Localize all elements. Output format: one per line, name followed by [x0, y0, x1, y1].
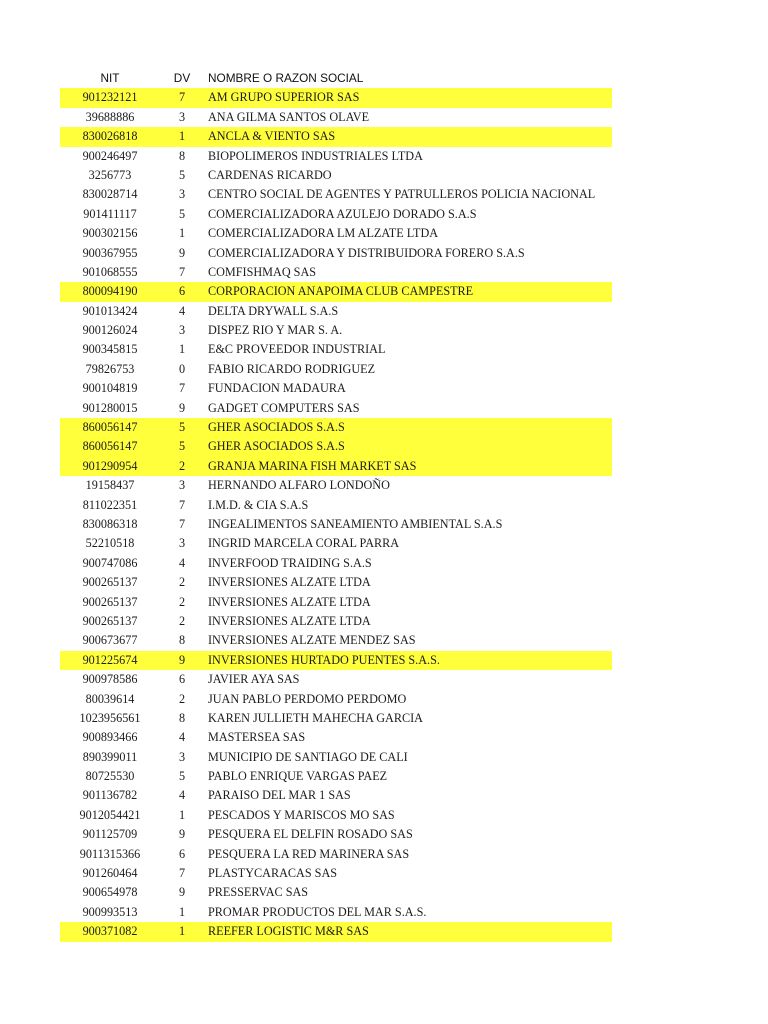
name-cell: JUAN PABLO PERDOMO PERDOMO	[208, 691, 407, 706]
dv-cell: 6	[178, 846, 186, 861]
name-cell: DISPEZ RIO Y MAR S. A.	[208, 323, 343, 338]
nit-cell: 900371082	[82, 924, 138, 939]
name-cell: PABLO ENRIQUE VARGAS PAEZ	[208, 769, 388, 784]
nit-cell: 901280015	[82, 400, 138, 415]
nit-cell: 900367955	[82, 245, 138, 260]
nit-cell: 900747086	[82, 555, 138, 570]
nit-cell: 900978586	[82, 672, 138, 687]
nit-cell: 900265137	[82, 594, 138, 609]
dv-cell: 4	[178, 303, 186, 318]
table-row	[60, 263, 612, 282]
dv-cell: 9	[178, 827, 186, 842]
dv-cell: 8	[178, 633, 186, 648]
nit-cell: 901125709	[82, 827, 138, 842]
table-row	[60, 147, 612, 166]
nit-cell: 800094190	[82, 284, 138, 299]
name-cell: MUNICIPIO DE SANTIAGO DE CALI	[208, 749, 408, 764]
dv-cell: 4	[178, 788, 186, 803]
table-row	[60, 554, 612, 573]
table-row	[60, 690, 612, 709]
dv-cell: 7	[178, 264, 186, 279]
name-cell: MASTERSEA SAS	[208, 730, 306, 745]
dv-cell: 1	[178, 807, 186, 822]
table-row	[60, 496, 612, 515]
nit-cell: 901260464	[82, 866, 138, 881]
nit-cell: 900345815	[82, 342, 138, 357]
name-cell: GHER ASOCIADOS S.A.S	[208, 420, 345, 435]
dv-cell: 7	[178, 90, 186, 105]
table-row	[60, 340, 612, 359]
nit-cell: 860056147	[82, 420, 138, 435]
dv-cell: 9	[178, 885, 186, 900]
table-row	[60, 728, 612, 747]
table-row	[60, 360, 612, 379]
nit-cell: 900104819	[82, 381, 138, 396]
name-cell: INVERSIONES ALZATE LTDA	[208, 594, 371, 609]
name-cell: FUNDACION MADAURA	[208, 381, 346, 396]
nit-cell: 79826753	[85, 361, 135, 376]
dv-cell: 9	[178, 652, 186, 667]
nit-cell: 830026818	[82, 129, 138, 144]
nit-cell: 900246497	[82, 148, 138, 163]
name-cell: PLASTYCARACAS SAS	[208, 866, 338, 881]
nit-cell: 19158437	[85, 478, 135, 493]
name-cell: I.M.D. & CIA S.A.S	[208, 497, 309, 512]
table-row	[60, 573, 612, 592]
name-cell: CARDENAS RICARDO	[208, 167, 332, 182]
nit-cell: 890399011	[82, 749, 138, 764]
table-row	[60, 282, 612, 301]
name-cell: GADGET COMPUTERS SAS	[208, 400, 360, 415]
dv-cell: 2	[178, 458, 186, 473]
nit-cell: 901013424	[82, 303, 138, 318]
name-cell: PESQUERA LA RED MARINERA SAS	[208, 846, 410, 861]
nit-cell: 901290954	[82, 458, 138, 473]
name-cell: COMERCIALIZADORA Y DISTRIBUIDORA FORERO S.A.S	[208, 245, 525, 260]
name-cell: REEFER LOGISTIC M&R SAS	[208, 924, 369, 939]
table-row	[60, 922, 612, 941]
nit-cell: 1023956561	[79, 710, 141, 725]
name-cell: DELTA DRYWALL S.A.S	[208, 303, 339, 318]
nit-cell: 901136782	[82, 788, 138, 803]
nit-cell: 9011315366	[79, 846, 141, 861]
dv-cell: 2	[178, 594, 186, 609]
dv-cell: 1	[178, 904, 186, 919]
table-row	[60, 864, 612, 883]
dv-cell: 7	[178, 381, 186, 396]
table-row	[60, 845, 612, 864]
dv-cell: 3	[178, 478, 186, 493]
nit-cell: 901232121	[82, 90, 138, 105]
table-row	[60, 612, 612, 631]
table-row	[60, 593, 612, 612]
table-row	[60, 321, 612, 340]
dv-cell: 7	[178, 516, 186, 531]
name-cell: CORPORACION ANAPOIMA CLUB CAMPESTRE	[208, 284, 474, 299]
table-row	[60, 457, 612, 476]
nit-cell: 3256773	[88, 167, 132, 182]
name-cell: PRESSERVAC SAS	[208, 885, 309, 900]
name-cell: COMERCIALIZADORA AZULEJO DORADO S.A.S	[208, 206, 477, 221]
dv-cell: 9	[178, 400, 186, 415]
table-row	[60, 379, 612, 398]
column-header-nit: NIT	[100, 71, 120, 85]
nit-cell: 901225674	[82, 652, 138, 667]
table-row	[60, 108, 612, 127]
dv-cell: 1	[178, 226, 186, 241]
name-cell: INGRID MARCELA CORAL PARRA	[208, 536, 400, 551]
table-row	[60, 709, 612, 728]
name-cell: ANCLA & VIENTO SAS	[208, 129, 336, 144]
table-row	[60, 244, 612, 263]
table-row	[60, 302, 612, 321]
dv-cell: 2	[178, 575, 186, 590]
nit-cell: 80725530	[85, 769, 135, 784]
name-cell: AM GRUPO SUPERIOR SAS	[208, 90, 360, 105]
dv-cell: 4	[178, 555, 186, 570]
dv-cell: 6	[178, 672, 186, 687]
nit-cell: 9012054421	[79, 807, 141, 822]
nit-cell: 39688886	[85, 109, 135, 124]
name-cell: PESCADOS Y MARISCOS MO SAS	[208, 807, 395, 822]
name-cell: ANA GILMA SANTOS OLAVE	[208, 109, 370, 124]
name-cell: CENTRO SOCIAL DE AGENTES Y PATRULLEROS POLICIA NACIONAL	[208, 187, 596, 202]
column-header-dv: DV	[173, 71, 191, 85]
name-cell: PROMAR PRODUCTOS DEL MAR S.A.S.	[208, 904, 427, 919]
table-row	[60, 224, 612, 243]
table-row	[60, 166, 612, 185]
table-row	[60, 534, 612, 553]
name-cell: BIOPOLIMEROS INDUSTRIALES LTDA	[208, 148, 423, 163]
nit-cell: 860056147	[82, 439, 138, 454]
table-row	[60, 437, 612, 456]
dv-cell: 2	[178, 691, 186, 706]
table-row	[60, 670, 612, 689]
nit-cell: 900893466	[82, 730, 138, 745]
table-row	[60, 399, 612, 418]
name-cell: INVERSIONES HURTADO PUENTES S.A.S.	[208, 652, 440, 667]
table-row	[60, 127, 612, 146]
dv-cell: 7	[178, 866, 186, 881]
name-cell: GRANJA MARINA FISH MARKET SAS	[208, 458, 417, 473]
dv-cell: 1	[178, 342, 186, 357]
dv-cell: 5	[178, 206, 186, 221]
name-cell: INVERSIONES ALZATE MENDEZ SAS	[208, 633, 416, 648]
dv-cell: 7	[178, 497, 186, 512]
dv-cell: 3	[178, 749, 186, 764]
dv-cell: 3	[178, 536, 186, 551]
dv-cell: 3	[178, 187, 186, 202]
nit-cell: 901068555	[82, 264, 138, 279]
name-cell: JAVIER AYA SAS	[208, 672, 300, 687]
table-row	[60, 748, 612, 767]
table-row	[60, 806, 612, 825]
name-cell: INGEALIMENTOS SANEAMIENTO AMBIENTAL S.A.S	[208, 516, 503, 531]
name-cell: PARAISO DEL MAR 1 SAS	[208, 788, 351, 803]
table-header-row	[60, 69, 612, 88]
dv-cell: 9	[178, 245, 186, 260]
nit-cell: 900654978	[82, 885, 138, 900]
dv-cell: 5	[178, 769, 186, 784]
name-cell: PESQUERA EL DELFIN ROSADO SAS	[208, 827, 413, 842]
table-row	[60, 88, 612, 107]
dv-cell: 5	[178, 439, 186, 454]
dv-cell: 1	[178, 924, 186, 939]
table-body	[60, 88, 612, 941]
nit-cell: 811022351	[82, 497, 138, 512]
nit-cell: 900673677	[82, 633, 138, 648]
nit-cell: 830086318	[82, 516, 138, 531]
name-cell: GHER ASOCIADOS S.A.S	[208, 439, 345, 454]
nit-cell: 830028714	[82, 187, 138, 202]
nit-cell: 900265137	[82, 613, 138, 628]
dv-cell: 8	[178, 148, 186, 163]
name-cell: COMERCIALIZADORA LM ALZATE LTDA	[208, 226, 439, 241]
company-table	[60, 69, 612, 942]
table-row	[60, 903, 612, 922]
table-row	[60, 825, 612, 844]
table-row	[60, 651, 612, 670]
table-row	[60, 185, 612, 204]
table-row	[60, 476, 612, 495]
dv-cell: 3	[178, 109, 186, 124]
table-row	[60, 767, 612, 786]
name-cell: INVERSIONES ALZATE LTDA	[208, 575, 371, 590]
dv-cell: 3	[178, 323, 186, 338]
column-header-name: NOMBRE O RAZON SOCIAL	[208, 71, 364, 85]
dv-cell: 1	[178, 129, 186, 144]
nit-cell: 900302156	[82, 226, 138, 241]
name-cell: INVERFOOD TRAIDING S.A.S	[208, 555, 372, 570]
dv-cell: 2	[178, 613, 186, 628]
name-cell: INVERSIONES ALZATE LTDA	[208, 613, 371, 628]
table-row	[60, 205, 612, 224]
dv-cell: 5	[178, 420, 186, 435]
nit-cell: 900265137	[82, 575, 138, 590]
table-row	[60, 883, 612, 902]
dv-cell: 8	[178, 710, 186, 725]
table-row	[60, 786, 612, 805]
name-cell: HERNANDO ALFARO LONDOÑO	[208, 478, 390, 493]
table-row	[60, 418, 612, 437]
dv-cell: 4	[178, 730, 186, 745]
nit-cell: 80039614	[85, 691, 135, 706]
table-row	[60, 515, 612, 534]
dv-cell: 0	[178, 361, 186, 376]
table-row	[60, 631, 612, 650]
name-cell: FABIO RICARDO RODRIGUEZ	[208, 361, 376, 376]
dv-cell: 5	[178, 167, 186, 182]
nit-cell: 52210518	[85, 536, 135, 551]
nit-cell: 901411117	[83, 206, 137, 221]
nit-cell: 900993513	[82, 904, 138, 919]
nit-cell: 900126024	[82, 323, 138, 338]
name-cell: E&C PROVEEDOR INDUSTRIAL	[208, 342, 386, 357]
name-cell: KAREN JULLIETH MAHECHA GARCIA	[208, 710, 423, 725]
name-cell: COMFISHMAQ SAS	[208, 264, 317, 279]
dv-cell: 6	[178, 284, 186, 299]
